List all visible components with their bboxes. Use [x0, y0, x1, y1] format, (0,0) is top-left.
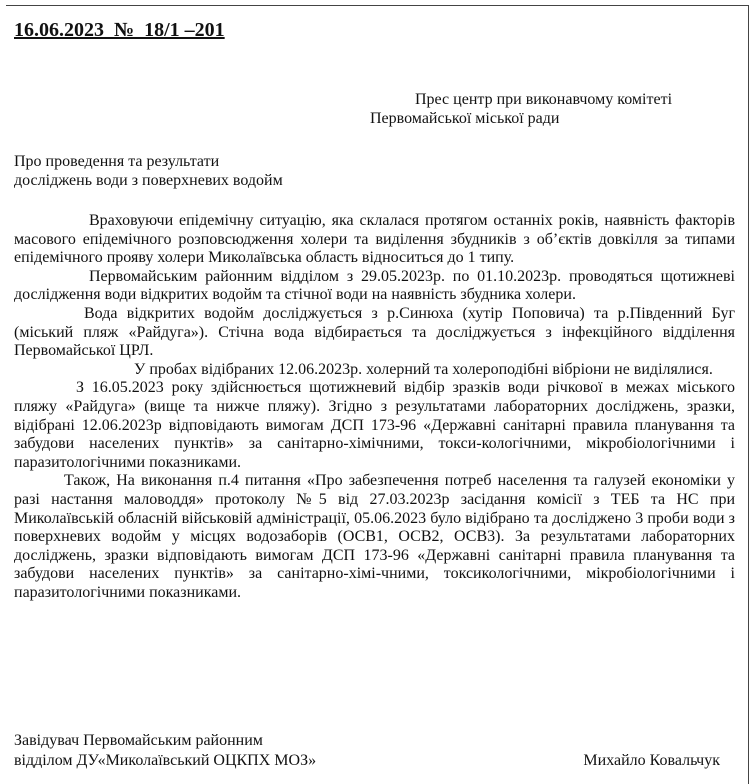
body-paragraph-6: Також, На виконання п.4 питання «Про забезпечення потреб населення та галузей економіки у разі настання маловоддя» протоколу №5 від 27.03.2023р засідання комісії з ТЕБ та НС при Миколаївській обласній військовій адміністрації, 05.06.2023 було відібрано та досліджено 3 проби води з поверхневих водойм у місцях водозаборів (ОСВ1, ОСВ2, ОСВ3). За результатами лабораторних досліджень, зразки відповідають вимогам ДСП 173-96 «Державні санітарні правила планування та забудови населених пунктів» за санітарно-хімі-чними, токсикологічними, мікробіологічними і паразитологічними показниками. [14, 472, 735, 601]
body-paragraph-1: Враховуючи епідемічну ситуацію, яка склалася протягом останніх років, наявність факторів масового епідемічного розповсюдження холери та виділення збудників з об’єктів довкілля за типами епідемічного прояву холери Миколаївська область відноситься до 1 типу. [14, 212, 735, 267]
addressee-block [370, 90, 740, 128]
subject-line-1: Про проведення та результати [14, 153, 220, 170]
subject-line-2: досліджень води з поверхневих водойм [14, 172, 283, 189]
subject-block [14, 152, 414, 190]
body-paragraph-5: З 16.05.2023 року здійснюється щотижневий відбір зразків води річкової в межах міського пляжу «Райдуга» (вище та нижче пляжу). Згідно з результатами лабораторних досліджень, зразки, відібрані 12.06.2023р відповідають вимогам ДСП 173-96 «Державні санітарні правила планування та забудови населених пунктів» за санітарно-хімічними, токси-кологічними, мікробіологічними і паразитологічними показниками. [14, 379, 735, 471]
signatory-name: Михайло Ковальчук [583, 752, 720, 769]
body-text [14, 212, 735, 602]
body-paragraph-2: Первомайським районним відділом з 29.05.2023р. по 01.10.2023р. проводяться щотижневі дослідження води відкритих водойм та стічної води на наявність збудника холери. [14, 267, 735, 304]
signature-title-1: Завідувач Первомайським районним [14, 732, 263, 749]
addressee-line-1: Прес центр при виконавчому комітеті [415, 91, 673, 108]
signature-title-2: відділом ДУ«Миколаївський ОЦКПХ МОЗ» [14, 752, 317, 769]
page-border-top [6, 5, 748, 6]
addressee-line-2: Первомайської міської ради [370, 110, 560, 127]
signature-block [14, 731, 734, 771]
body-paragraph-3: Вода відкритих водойм досліджується з р.Синюха (хутір Поповича) та р.Південний Буг (міський пляж «Райдуга»). Стічна вода відбирається та досліджується з інфекційного відділення Первомайської ЦРЛ. [14, 304, 735, 360]
signature-title-line-1 [14, 731, 734, 751]
page-border-right [748, 5, 749, 784]
body-paragraph-4: У пробах відібраних 12.06.2023р. холерний та холероподібні вібріони не виділялися. [134, 360, 713, 378]
document-number: 16.06.2023 № 18/1 –201 [14, 19, 225, 41]
signature-title-line-2 [14, 751, 734, 771]
